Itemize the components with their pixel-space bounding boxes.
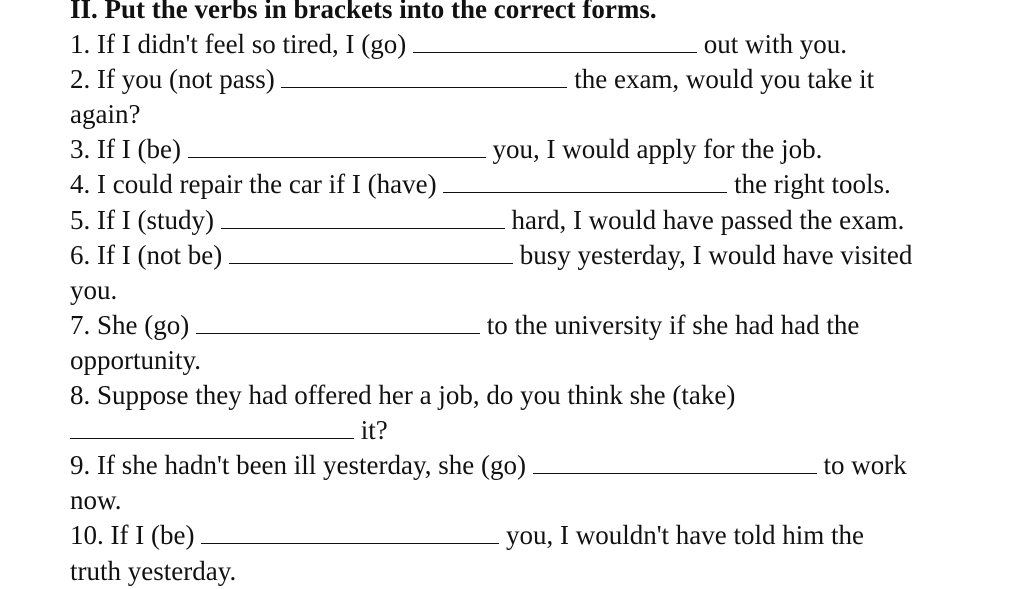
question-8 xyxy=(70,378,1010,413)
question-number: 6. xyxy=(70,239,91,270)
question-number: 1. xyxy=(70,29,91,60)
question-8-continuation xyxy=(70,413,1010,448)
question-4 xyxy=(70,167,1010,202)
question-prompt: If I (study) xyxy=(97,204,214,235)
answer-blank[interactable] xyxy=(70,416,354,439)
question-ending: to work xyxy=(823,450,907,481)
question-9 xyxy=(70,448,1010,483)
question-10 xyxy=(70,518,1010,553)
exercise-sheet xyxy=(70,0,1010,589)
question-2 xyxy=(70,62,1010,97)
question-6-continuation: you. xyxy=(70,274,118,305)
answer-blank[interactable] xyxy=(533,451,817,474)
question-prompt: Suppose they had offered her a job, do you think she (take) xyxy=(97,380,736,411)
question-prompt: If I (not be) xyxy=(97,239,223,270)
question-prompt: If I (be) xyxy=(97,134,181,165)
question-prompt: If she hadn't been ill yesterday, she (go) xyxy=(97,450,526,481)
question-7-continuation: opportunity. xyxy=(70,344,201,375)
answer-blank[interactable] xyxy=(413,30,697,53)
question-ending: to the university if she had had the xyxy=(486,309,860,340)
question-number: 9. xyxy=(70,450,91,481)
question-ending: it? xyxy=(360,415,388,446)
question-ending: you, I wouldn't have told him the xyxy=(505,520,865,551)
question-1 xyxy=(70,27,1010,62)
question-2-continuation: again? xyxy=(70,99,141,130)
question-7 xyxy=(70,308,1010,343)
question-3 xyxy=(70,132,1010,167)
answer-blank[interactable] xyxy=(281,65,567,88)
question-6 xyxy=(70,238,1010,273)
question-number: 8. xyxy=(70,380,91,411)
question-ending: the right tools. xyxy=(734,169,891,200)
answer-blank[interactable] xyxy=(443,170,727,193)
answer-blank[interactable] xyxy=(196,311,480,334)
question-9-continuation: now. xyxy=(70,485,122,516)
question-number: 4. xyxy=(70,169,91,200)
question-number: 5. xyxy=(70,204,91,235)
question-prompt: I could repair the car if I (have) xyxy=(97,169,437,200)
question-prompt: If I (be) xyxy=(110,520,195,551)
question-ending: you, I would apply for the job. xyxy=(492,134,823,165)
question-prompt: If you (not pass) xyxy=(97,64,275,95)
question-ending: the exam, would you take it xyxy=(574,64,875,95)
question-number: 7. xyxy=(70,309,91,340)
answer-blank[interactable] xyxy=(229,241,513,264)
question-number: 2. xyxy=(70,64,91,95)
question-ending: busy yesterday, I would have visited xyxy=(519,239,913,270)
question-ending: out with you. xyxy=(703,29,848,60)
question-prompt: If I didn't feel so tired, I (go) xyxy=(97,29,407,60)
question-prompt: She (go) xyxy=(97,309,190,340)
question-number: 10. xyxy=(70,520,104,551)
question-ending: hard, I would have passed the exam. xyxy=(511,204,905,235)
answer-blank[interactable] xyxy=(221,206,505,229)
answer-blank[interactable] xyxy=(201,521,499,544)
question-10-continuation: truth yesterday. xyxy=(70,555,237,586)
question-5 xyxy=(70,203,1010,238)
answer-blank[interactable] xyxy=(188,135,486,158)
exercise-heading: II. Put the verbs in brackets into the correct forms. xyxy=(70,0,657,24)
question-number: 3. xyxy=(70,134,91,165)
